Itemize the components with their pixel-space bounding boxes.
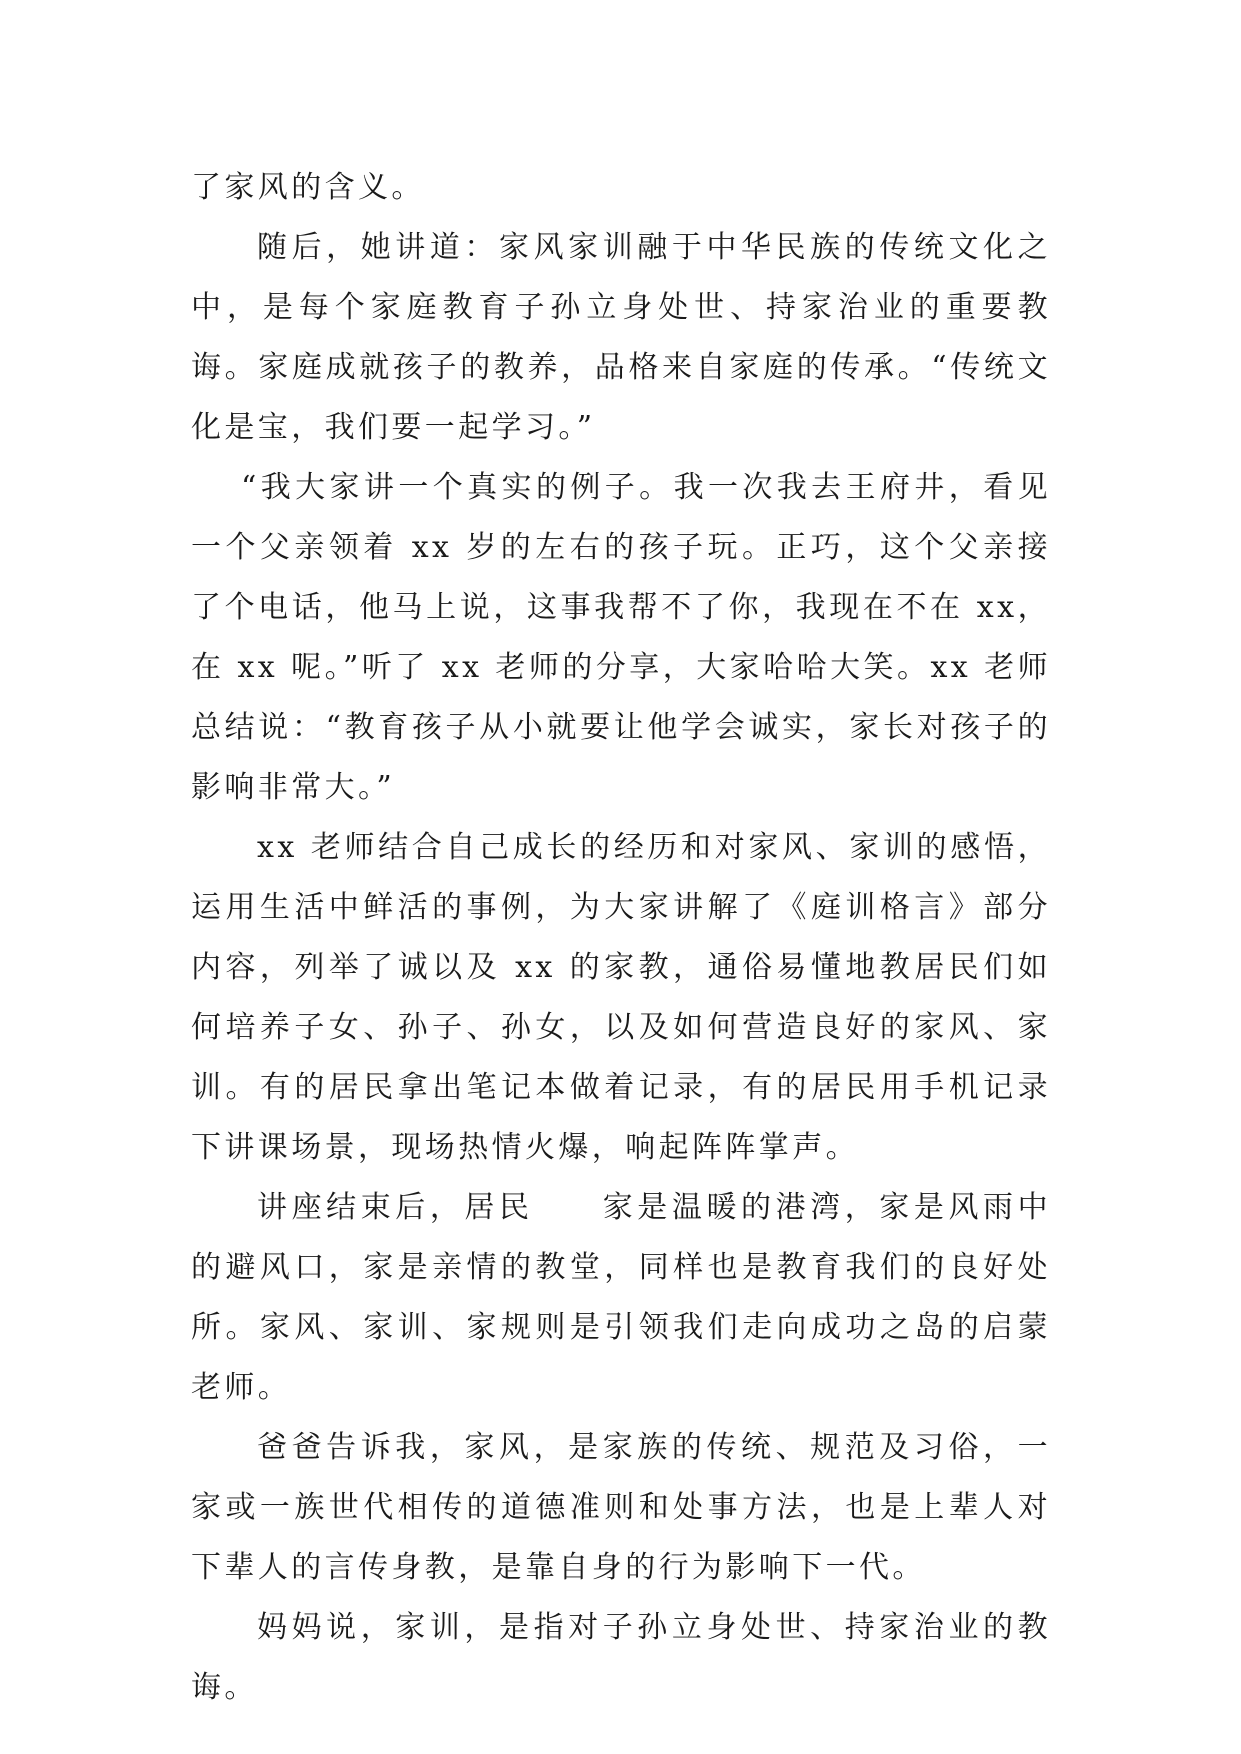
paragraph: 随后，她讲道：家风家训融于中华民族的传统文化之中，是每个家庭教育子孙立身处世、持家治业的重要教诲。家庭成就孩子的教养，品格来自家庭的传承。“传统文化是宝，我们要一起学习。” xyxy=(191,230,1051,445)
body-text xyxy=(191,158,1051,1718)
paragraph: 爸爸告诉我，家风，是家族的传统、规范及习俗，一家或一族世代相传的道德准则和处事方法，也是上辈人对下辈人的言传身教，是靠自身的行为影响下一代。 xyxy=(191,1430,1051,1585)
paragraph: xx 老师结合自己成长的经历和对家风、家训的感悟，运用生活中鲜活的事例，为大家讲解了《庭训格言》部分内容，列举了诚以及 xx 的家教，通俗易懂地教居民们如何培养子女、孙子、孙女，以及如何营造良好的家风、家训。有的居民拿出笔记本做着记录，有的居民用手机记录下讲课场景，现场热情火爆，响起阵阵掌声。 xyxy=(191,830,1051,1165)
paragraph-continuation: 了家风的含义。 xyxy=(191,170,425,205)
paragraph: “我大家讲一个真实的例子。我一次我去王府井，看见一个父亲领着 xx 岁的左右的孩子玩。正巧，这个父亲接了个电话，他马上说，这事我帮不了你，我现在不在 xx，在 xx 呢。”听了 xx 老师的分享，大家哈哈大笑。xx 老师总结说：“教育孩子从小就要让他学会诚实，家长对孩子的影响非常大。” xyxy=(191,470,1051,805)
paragraph: 讲座结束后，居民 家是温暖的港湾，家是风雨中的避风口，家是亲情的教堂，同样也是教育我们的良好处所。家风、家训、家规则是引领我们走向成功之岛的启蒙老师。 xyxy=(191,1190,1051,1405)
paragraph: 妈妈说，家训，是指对子孙立身处世、持家治业的教诲。 xyxy=(191,1610,1051,1705)
